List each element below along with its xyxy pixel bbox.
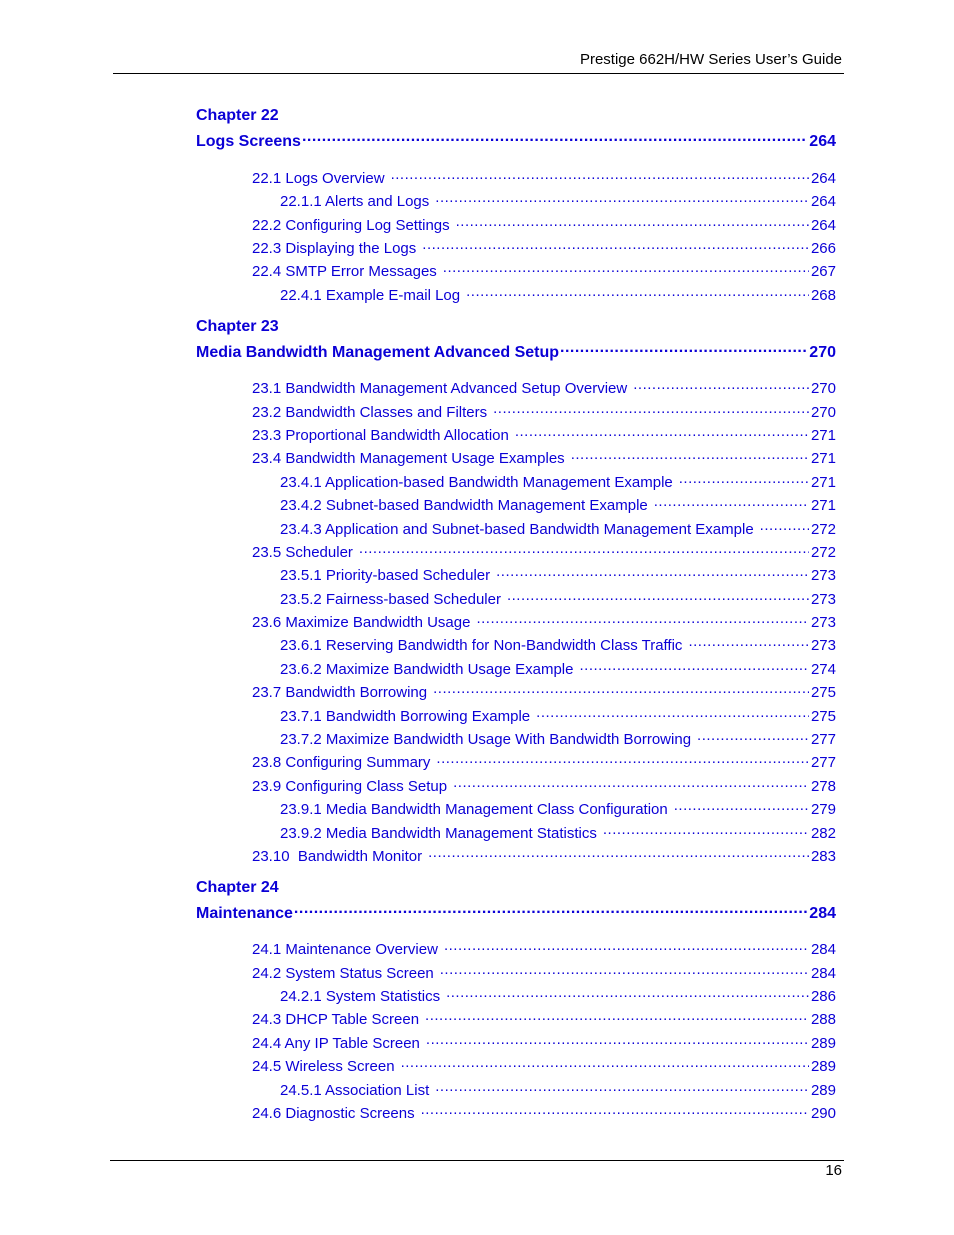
toc-entry-title: 23.7 Bandwidth Borrowing <box>252 684 428 701</box>
toc-entry-page: 283 <box>810 848 836 865</box>
toc-entry-page: 270 <box>810 404 836 421</box>
toc-entry-page: 272 <box>810 521 836 538</box>
toc-entry-title: 22.2 Configuring Log Settings <box>252 217 450 234</box>
toc-entry-title: 24.2.1 System Statistics <box>280 988 441 1005</box>
dot-leader <box>391 165 809 183</box>
toc-entry[interactable] <box>252 1053 836 1075</box>
toc-entry[interactable] <box>252 1100 836 1122</box>
toc-entry-page: 266 <box>810 240 836 257</box>
toc-entry-page: 271 <box>810 497 836 514</box>
toc-entry-page: 271 <box>810 450 836 467</box>
chapter-link[interactable] <box>196 338 836 362</box>
toc-entry-title: 23.6.1 Reserving Bandwidth for Non-Bandwidth Class Traffic <box>280 637 683 654</box>
toc-entry[interactable] <box>252 749 836 771</box>
toc-entry[interactable] <box>280 562 836 584</box>
footer-divider <box>110 1160 844 1161</box>
dot-leader <box>426 1030 809 1048</box>
toc-entry[interactable] <box>252 235 836 257</box>
dot-leader <box>466 282 809 300</box>
toc-entry[interactable] <box>280 632 836 654</box>
dot-leader <box>496 562 809 580</box>
toc-entry[interactable] <box>280 726 836 748</box>
toc-entry-title: 23.9.1 Media Bandwidth Management Class Configuration <box>280 801 668 818</box>
toc-entry-page: 286 <box>810 988 836 1005</box>
toc-entry-title: 22.3 Displaying the Logs <box>252 240 417 257</box>
dot-leader <box>422 235 809 253</box>
toc-entry[interactable] <box>252 843 836 865</box>
dot-leader <box>579 656 808 674</box>
toc-entry[interactable] <box>280 516 836 538</box>
toc-entry-page: 264 <box>810 170 836 187</box>
toc-entry[interactable] <box>280 656 836 678</box>
dot-leader <box>760 516 809 534</box>
chapter-link[interactable] <box>196 127 836 151</box>
dot-leader <box>359 539 809 557</box>
dot-leader <box>446 983 809 1001</box>
dot-leader <box>433 679 809 697</box>
toc-entry-title: 23.2 Bandwidth Classes and Filters <box>252 404 488 421</box>
toc-entry[interactable] <box>252 399 836 421</box>
toc-entry[interactable] <box>252 679 836 701</box>
dot-leader <box>453 773 809 791</box>
dot-leader <box>444 936 809 954</box>
toc-entry[interactable] <box>280 188 836 210</box>
toc-entry[interactable] <box>252 936 836 958</box>
toc-entry-page: 264 <box>810 217 836 234</box>
toc-entry[interactable] <box>252 609 836 631</box>
dot-leader <box>435 1077 809 1095</box>
toc-entry-title: 24.3 DHCP Table Screen <box>252 1011 420 1028</box>
toc-entry[interactable] <box>252 212 836 234</box>
toc-entry-page: 279 <box>810 801 836 818</box>
toc-entry[interactable] <box>252 445 836 467</box>
toc-entry-page: 272 <box>810 544 836 561</box>
dot-leader <box>421 1100 809 1118</box>
dot-leader <box>571 445 809 463</box>
toc-entry-title: 24.6 Diagnostic Screens <box>252 1105 415 1122</box>
toc-entry-page: 270 <box>810 380 836 397</box>
chapter-label: Chapter 22 <box>196 107 279 124</box>
header-title: Prestige 662H/HW Series User’s Guide <box>579 51 842 68</box>
toc-entry-page: 264 <box>810 193 836 210</box>
toc-entry-page: 268 <box>810 287 836 304</box>
toc-entry[interactable] <box>252 422 836 444</box>
toc-entry-page: 278 <box>810 778 836 795</box>
dot-leader <box>302 127 807 146</box>
toc-entry-title: 24.1 Maintenance Overview <box>252 941 438 958</box>
toc-entry-page: 271 <box>810 474 836 491</box>
toc-entry-page: 273 <box>810 591 836 608</box>
toc-entry-page: 275 <box>810 684 836 701</box>
toc-entry[interactable] <box>280 703 836 725</box>
toc-entry-page: 288 <box>810 1011 836 1028</box>
dot-leader <box>679 469 809 487</box>
dot-leader <box>428 843 809 861</box>
chapter-title: Logs Screens <box>196 133 301 151</box>
toc-entry[interactable] <box>252 539 836 561</box>
dot-leader <box>674 796 809 814</box>
toc-entry-title: 23.1 Bandwidth Management Advanced Setup Overview <box>252 380 628 397</box>
dot-leader <box>456 212 809 230</box>
toc-entry-page: 273 <box>810 567 836 584</box>
chapter-title: Maintenance <box>196 905 293 923</box>
toc-entry-title: 22.4.1 Example E-mail Log <box>280 287 461 304</box>
toc-entry-title: 23.9.2 Media Bandwidth Management Statistics <box>280 825 597 842</box>
toc-entry[interactable] <box>280 282 836 304</box>
dot-leader <box>654 492 809 510</box>
dot-leader <box>633 375 809 393</box>
dot-leader <box>443 258 809 276</box>
toc-entry-title: 24.5 Wireless Screen <box>252 1058 395 1075</box>
toc-entry-page: 289 <box>810 1058 836 1075</box>
dot-leader <box>436 749 809 767</box>
toc-entry-page: 277 <box>810 754 836 771</box>
toc-entry-page: 284 <box>810 941 836 958</box>
toc-entry-page: 275 <box>810 708 836 725</box>
toc-entry[interactable] <box>252 258 836 280</box>
toc-entry-page: 289 <box>810 1082 836 1099</box>
chapter-page-number: 284 <box>809 905 836 923</box>
toc-entry-title: 23.9 Configuring Class Setup <box>252 778 448 795</box>
toc-entry-page: 282 <box>810 825 836 842</box>
toc-entry[interactable] <box>252 165 836 187</box>
toc-entry-title: 23.3 Proportional Bandwidth Allocation <box>252 427 509 444</box>
toc-entry-title: 23.6.2 Maximize Bandwidth Usage Example <box>280 661 574 678</box>
toc-entry[interactable] <box>252 773 836 795</box>
toc-entry-title: 23.7.1 Bandwidth Borrowing Example <box>280 708 531 725</box>
chapter-page-number: 270 <box>809 344 836 362</box>
toc-entry[interactable] <box>280 983 836 1005</box>
toc-entry-title: 23.4.3 Application and Subnet-based Bandwidth Management Example <box>280 521 754 538</box>
toc-entry-title: 24.2 System Status Screen <box>252 965 434 982</box>
dot-leader <box>603 820 809 838</box>
toc-entry[interactable] <box>280 820 836 842</box>
toc-entry-title: 24.4 Any IP Table Screen <box>252 1035 420 1052</box>
toc-entry-title: 22.1 Logs Overview <box>252 170 385 187</box>
toc-entry-title: 22.4 SMTP Error Messages <box>252 263 437 280</box>
toc-entry[interactable] <box>280 492 836 514</box>
toc-entry[interactable] <box>280 1077 836 1099</box>
dot-leader <box>425 1006 809 1024</box>
toc-entry-title: 23.10 Bandwidth Monitor <box>252 848 423 865</box>
toc-entry[interactable] <box>280 796 836 818</box>
toc-entry-title: 23.4 Bandwidth Management Usage Examples <box>252 450 565 467</box>
toc-entry-title: 23.4.1 Application-based Bandwidth Management Example <box>280 474 673 491</box>
dot-leader <box>476 609 809 627</box>
dot-leader <box>536 703 809 721</box>
dot-leader <box>507 586 809 604</box>
toc-entry-title: 23.5 Scheduler <box>252 544 353 561</box>
toc-entry[interactable] <box>280 469 836 491</box>
toc-entry-page: 274 <box>810 661 836 678</box>
toc-entry-page: 267 <box>810 263 836 280</box>
dot-leader <box>440 960 809 978</box>
toc-entry-title: 23.7.2 Maximize Bandwidth Usage With Bandwidth Borrowing <box>280 731 692 748</box>
chapter-label: Chapter 23 <box>196 318 279 335</box>
toc-entry-title: 24.5.1 Association List <box>280 1082 430 1099</box>
chapter-label: Chapter 24 <box>196 879 279 896</box>
toc-entry-page: 277 <box>810 731 836 748</box>
toc-entry[interactable] <box>252 960 836 982</box>
chapter-page-number: 264 <box>809 133 836 151</box>
toc-entry-title: 23.5.1 Priority-based Scheduler <box>280 567 491 584</box>
toc-entry-title: 22.1.1 Alerts and Logs <box>280 193 430 210</box>
dot-leader <box>515 422 809 440</box>
toc-entry-page: 289 <box>810 1035 836 1052</box>
dot-leader <box>294 899 807 918</box>
dot-leader <box>697 726 809 744</box>
dot-leader <box>493 399 809 417</box>
toc-entry-page: 271 <box>810 427 836 444</box>
toc-entry-page: 273 <box>810 637 836 654</box>
toc-entry-title: 23.5.2 Fairness-based Scheduler <box>280 591 501 608</box>
dot-leader <box>688 632 809 650</box>
toc-entry-page: 290 <box>810 1105 836 1122</box>
chapter-link[interactable] <box>196 899 836 923</box>
toc-entry-page: 284 <box>810 965 836 982</box>
toc-entry[interactable] <box>280 586 836 608</box>
toc-entry-title: 23.8 Configuring Summary <box>252 754 431 771</box>
toc-entry-page: 273 <box>810 614 836 631</box>
dot-leader <box>435 188 809 206</box>
toc-entry[interactable] <box>252 1006 836 1028</box>
toc-entry[interactable] <box>252 375 836 397</box>
toc-entry[interactable] <box>252 1030 836 1052</box>
chapter-title: Media Bandwidth Management Advanced Setup <box>196 344 560 362</box>
toc-entry-title: 23.4.2 Subnet-based Bandwidth Management Example <box>280 497 648 514</box>
dot-leader <box>560 338 807 357</box>
page-number: 16 <box>825 1162 842 1179</box>
toc-entry-title: 23.6 Maximize Bandwidth Usage <box>252 614 471 631</box>
dot-leader <box>401 1053 809 1071</box>
